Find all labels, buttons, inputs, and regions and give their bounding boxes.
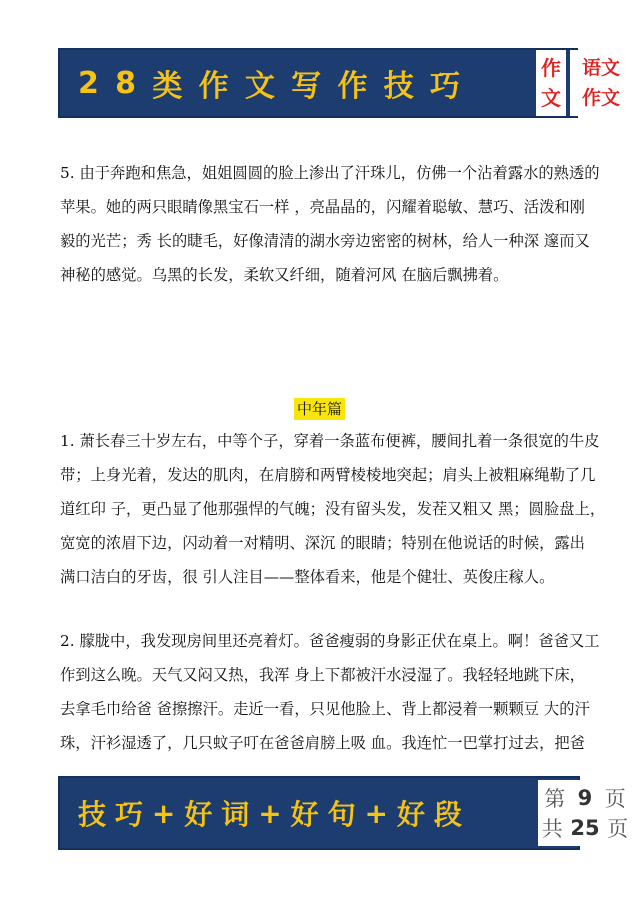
footer-char: + <box>364 796 388 830</box>
title-char: 2 <box>78 65 99 101</box>
current-page-row <box>538 783 632 813</box>
text-line: 2. 朦胧中，我发现房间里还亮着灯。爸爸瘦弱的身影正伏在桌上。啊！爸爸又工 <box>60 632 600 650</box>
total-page-row <box>538 813 632 843</box>
tag-line: 作文 <box>581 87 620 109</box>
header-tag-yuwen-zuowen <box>570 50 632 116</box>
tag-line: 语文 <box>581 57 620 79</box>
tag-char: 作 <box>541 56 561 80</box>
tag-char: 文 <box>541 86 561 110</box>
title-char: 8 <box>115 65 137 101</box>
page-unit: 页 <box>604 787 626 811</box>
text-line: 1. 萧长春三十岁左右，中等个子，穿着一条蓝布便裤，腰间扎着一条很宽的牛皮 <box>60 432 600 450</box>
text-line: 作到这么晚。天气又闷又热，我浑 身上下都被汗水浸湿了。我轻轻地跳下床， <box>60 666 585 684</box>
footer-char: 好 <box>396 798 425 831</box>
text-line: 满口洁白的牙齿，很 引人注目——整体看来，他是个健壮、英俊庄稼人。 <box>60 568 555 586</box>
footer-char: 巧 <box>114 798 143 831</box>
text-line: 珠，汗衫湿透了，几只蚊子叮在爸爸肩膀上吸 血。我连忙一巴掌打过去，把爸 <box>60 734 585 752</box>
text-line: 带；上身光着，发达的肌肉，在肩膀和两臂棱棱地突起；肩头上被粗麻绳勒了几 <box>60 466 596 484</box>
footer-title <box>70 778 470 848</box>
footer-char: 词 <box>221 798 250 831</box>
title-char: 作 <box>337 69 368 104</box>
paragraph-2 <box>60 624 600 760</box>
paragraph-5 <box>60 156 600 292</box>
page-unit: 页 <box>607 817 629 841</box>
footer-char: + <box>151 796 176 830</box>
total-page-number: 25 <box>570 816 600 840</box>
title-char: 类 <box>152 69 183 104</box>
footer-char: 段 <box>433 798 462 831</box>
paragraph-1 <box>60 424 606 594</box>
title-char: 巧 <box>430 69 460 104</box>
footer-char: 技 <box>78 798 107 831</box>
title-char: 技 <box>383 69 414 104</box>
footer-char: 句 <box>327 798 356 831</box>
footer-char: 好 <box>184 798 213 831</box>
title-char: 作 <box>198 69 229 104</box>
total-label: 共 <box>541 817 563 841</box>
footer-char: + <box>258 796 282 830</box>
page-label: 第 <box>544 787 566 811</box>
page-indicator <box>538 780 632 846</box>
header-title <box>70 50 470 116</box>
text-line: 道红印 子，更凸显了他那强悍的气魄；没有留头发，发茬又粗又 黑；圆脸盘上， <box>60 500 606 518</box>
text-line: 苹果。她的两只眼睛像黑宝石一样 ，亮晶晶的，闪耀着聪敏、慧巧、活泼和刚 <box>60 198 585 216</box>
footer-banner <box>58 776 629 850</box>
text-line: 5. 由于奔跑和焦急，姐姐圆圆的脸上渗出了汗珠儿，仿佛一个沾着露水的熟透的 <box>60 164 600 182</box>
text-line: 去拿毛巾给爸 爸擦擦汗。走近一看，只见他脸上、背上都浸着一颗颗豆 大的汗 <box>60 700 590 718</box>
header-banner <box>58 48 620 118</box>
header-tag-zuowen <box>536 50 566 116</box>
footer-char: 好 <box>290 798 319 831</box>
section-title: 中年篇 <box>294 398 345 420</box>
text-line: 宽宽的浓眉下边，闪动着一对精明、深沉 的眼睛；特别在他说话的时候，露出 <box>60 534 585 552</box>
title-char: 文 <box>244 69 275 104</box>
text-line: 神秘的感觉。乌黑的长发，柔软又纤细，随着河风 在脑后飘拂着。 <box>60 266 509 284</box>
text-line: 毅的光芒；秀 长的睫毛，好像清清的湖水旁边密密的树林，给人一种深 邃而又 <box>60 232 590 250</box>
current-page-number: 9 <box>577 786 593 810</box>
title-char: 写 <box>291 69 322 104</box>
